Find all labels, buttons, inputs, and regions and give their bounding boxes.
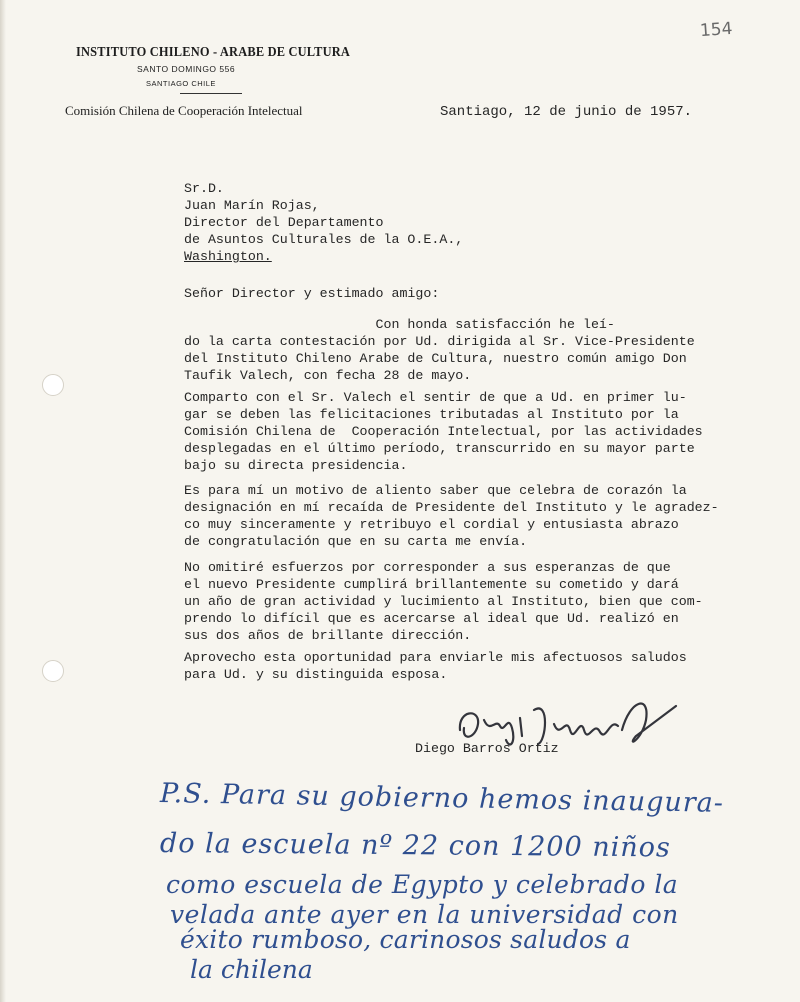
addressee-line: Director del Departamento	[184, 215, 384, 230]
punch-hole-top	[42, 374, 64, 396]
paragraph-line: Taufik Valech, con fecha 28 de mayo.	[184, 368, 472, 383]
paragraph-line: Aprovecho esta oportunidad para enviarle mis afectuosos saludos	[184, 650, 687, 665]
letterhead-institution-name: INSTITUTO CHILENO - ARABE DE CULTURA	[76, 44, 351, 59]
letterhead-rule	[180, 93, 242, 94]
handwritten-postscript-line: éxito rumboso, carinosos saludos a	[180, 925, 631, 954]
paragraph-line: un año de gran actividad y lucimiento al Instituto, bien que com-	[184, 594, 703, 609]
letterhead-city: SANTIAGO CHILE	[146, 79, 216, 88]
addressee-block	[184, 180, 463, 265]
letterhead-commission: Comisión Chilena de Cooperación Intelectual	[65, 103, 303, 118]
paragraph-line: prendo lo difícil que es acercarse al ideal que Ud. realizó en	[184, 611, 679, 626]
folio-number: 154	[699, 18, 734, 42]
paragraph-2	[184, 389, 703, 474]
signer-name: Diego Barros Ortiz	[415, 741, 559, 756]
paragraph-line: Comisión Chilena de Cooperación Intelectual, por las actividades	[184, 424, 703, 439]
paragraph-line: de congratulación que en su carta me envía.	[184, 534, 528, 549]
paragraph-5	[184, 649, 687, 683]
paragraph-line: el nuevo Presidente cumplirá brillantemente su cometido y dará	[184, 577, 679, 592]
salutation: Señor Director y estimado amigo:	[184, 286, 440, 301]
letterhead-street: SANTO DOMINGO 556	[137, 64, 236, 74]
paragraph-line: Es para mí un motivo de aliento saber que celebra de corazón la	[184, 483, 687, 498]
paragraph-line: para Ud. y su distinguida esposa.	[184, 667, 448, 682]
addressee-line: Juan Marín Rojas,	[184, 198, 320, 213]
handwritten-postscript-line: P.S. Para su gobierno hemos inaugura-	[159, 778, 725, 819]
punch-hole-bottom	[42, 660, 64, 682]
paragraph-line: bajo su directa presidencia.	[184, 458, 408, 473]
paragraph-line: do la carta contestación por Ud. dirigida al Sr. Vice-Presidente	[184, 334, 695, 349]
paragraph-4	[184, 559, 703, 644]
paragraph-line: co muy sinceramente y retribuyo el cordial y entusiasta abrazo	[184, 517, 679, 532]
paragraph-3	[184, 482, 719, 550]
addressee-line: Sr.D.	[184, 181, 224, 196]
handwritten-postscript-line: la chilena	[190, 955, 313, 984]
paragraph-line: sus dos años de brillante dirección.	[184, 628, 472, 643]
paragraph-1	[184, 316, 695, 384]
paragraph-line: desplegadas en el último período, transcurrido en su mayor parte	[184, 441, 695, 456]
handwritten-postscript-line: velada ante ayer en la universidad con	[170, 900, 679, 929]
paragraph-line: designación en mí recaída de Presidente del Instituto y le agradez-	[184, 500, 719, 515]
paragraph-line: Comparto con el Sr. Valech el sentir de que a Ud. en primer lu-	[184, 390, 687, 405]
addressee-line: de Asuntos Culturales de la O.E.A.,	[184, 232, 464, 247]
handwritten-postscript-line: do la escuela nº 22 con 1200 niños	[159, 828, 671, 864]
paragraph-line: No omitiré esfuerzos por corresponder a sus esperanzas de que	[184, 560, 671, 575]
paragraph-line: del Instituto Chileno Arabe de Cultura, nuestro común amigo Don	[184, 351, 687, 366]
paragraph-line: gar se deben las felicitaciones tributadas al Instituto por la	[184, 407, 679, 422]
page-edge-shadow	[0, 0, 6, 1002]
handwritten-postscript-line: como escuela de Egypto y celebrado la	[166, 870, 679, 899]
letter-date: Santiago, 12 de junio de 1957.	[440, 104, 693, 120]
paragraph-line: Con honda satisfacción he leí-	[184, 317, 615, 332]
addressee-city: Washington.	[184, 249, 272, 264]
